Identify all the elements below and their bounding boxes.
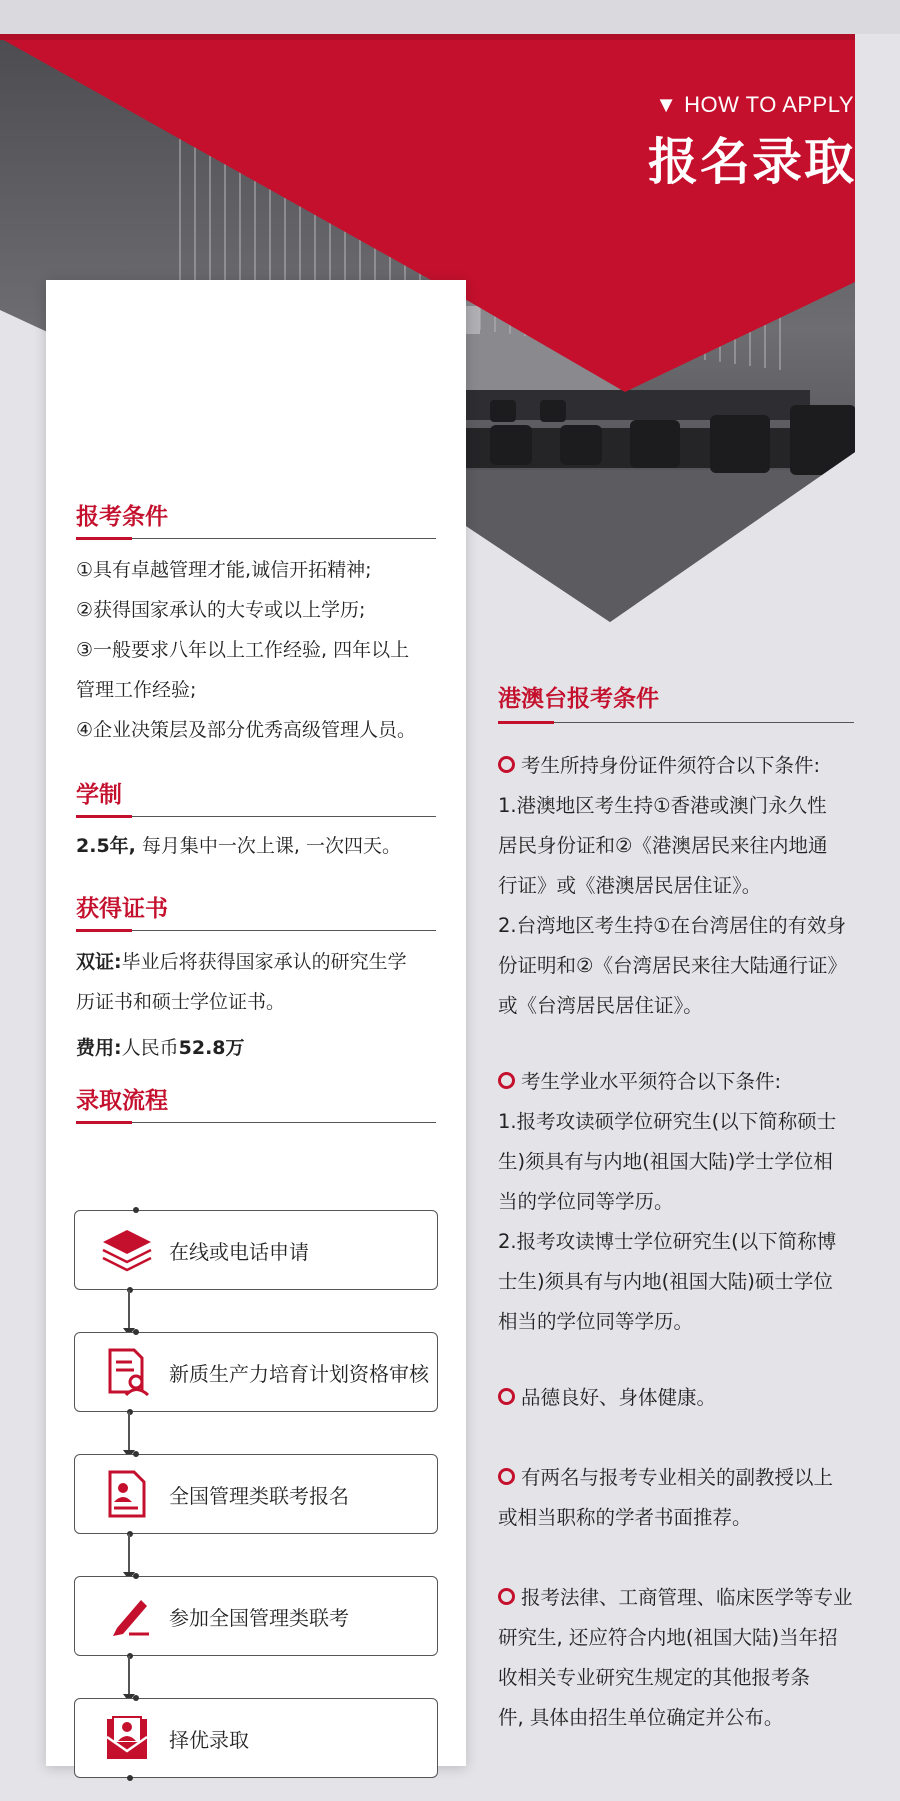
step-label: 新质生产力培育计划资格审核 [169, 1361, 429, 1386]
requirements-title: 报考条件 [76, 498, 436, 539]
certificate-title: 获得证书 [76, 890, 436, 931]
hmt-block-recommend [498, 1458, 854, 1538]
block-line: 士生)须具有与内地(祖国大陆)硕士学位 [498, 1270, 833, 1293]
block-line: 品德良好、身体健康。 [521, 1386, 717, 1409]
block-line: 1.港澳地区考生持①香港或澳门永久性 [498, 794, 827, 817]
document-person-icon [99, 1348, 155, 1396]
requirement-item: ①具有卓越管理才能,诚信开拓精神; [76, 559, 372, 581]
certificate-text [76, 942, 448, 1068]
requirement-item: ③一般要求八年以上工作经验, 四年以上 [76, 639, 410, 661]
block-line: 生)须具有与内地(祖国大陆)学士学位相 [498, 1150, 833, 1173]
fee-text: 人民币 [121, 1037, 179, 1059]
hmt-block-health [498, 1378, 854, 1418]
block-line: 或《台湾居民居住证》。 [498, 994, 703, 1017]
duration-title: 学制 [76, 776, 436, 817]
duration-desc: 每月集中一次上课, 一次四天。 [135, 835, 402, 857]
block-line: 考生所持身份证件须符合以下条件: [521, 754, 821, 777]
block-line: 有两名与报考专业相关的副教授以上 [521, 1466, 834, 1489]
block-line: 报考法律、工商管理、临床医学等专业 [521, 1586, 853, 1609]
bullet-icon [498, 1388, 515, 1405]
hmt-title: 港澳台报考条件 [498, 680, 854, 723]
bullet-icon [498, 1468, 515, 1485]
process-step [74, 1698, 438, 1778]
left-card [46, 280, 466, 1766]
bullet-icon [498, 1588, 515, 1605]
admission-title: 录取流程 [76, 1082, 436, 1123]
layers-icon [99, 1226, 155, 1274]
step-label: 择优录取 [169, 1727, 249, 1752]
process-step [74, 1454, 438, 1534]
block-line: 相当的学位同等学历。 [498, 1310, 694, 1333]
block-line: 1.报考攻读硕学位研究生(以下简称硕士 [498, 1110, 837, 1133]
bullet-icon [498, 1072, 515, 1089]
process-step [74, 1576, 438, 1656]
fee-label: 费用: [76, 1037, 122, 1059]
requirement-item: 管理工作经验; [76, 679, 197, 701]
process-step [74, 1332, 438, 1412]
certificate-desc: 毕业后将获得国家承认的研究生学 [121, 951, 407, 973]
hmt-block-special [498, 1578, 854, 1738]
header-subtitle: ▼ HOW TO APPLY [655, 92, 854, 117]
block-line: 研究生, 还应符合内地(祖国大陆)当年招 [498, 1626, 838, 1649]
block-line: 或相当职称的学者书面推荐。 [498, 1506, 752, 1529]
block-line: 份证明和②《台湾居民来往大陆通行证》 [498, 954, 847, 977]
block-line: 2.台湾地区考生持①在台湾居住的有效身 [498, 914, 847, 937]
block-line: 当的学位同等学历。 [498, 1190, 674, 1213]
duration-text [76, 826, 448, 866]
flow-arrow [128, 1534, 130, 1574]
hmt-block-id [498, 746, 854, 1026]
flow-arrow [128, 1412, 130, 1452]
fee-value: 52.8万 [178, 1037, 245, 1059]
bullet-icon [498, 756, 515, 773]
block-line: 考生学业水平须符合以下条件: [521, 1070, 782, 1093]
hmt-block-academic [498, 1062, 854, 1342]
block-line: 件, 具体由招生单位确定并公布。 [498, 1706, 784, 1729]
id-form-icon [99, 1470, 155, 1518]
page-title: 报名录取 [648, 133, 856, 191]
step-label: 在线或电话申请 [169, 1239, 309, 1264]
certificate-desc-2: 历证书和硕士学位证书。 [76, 991, 286, 1013]
flow-arrow [128, 1290, 130, 1330]
requirement-item: ②获得国家承认的大专或以上学历; [76, 599, 366, 621]
duration-value: 2.5年, [76, 835, 136, 857]
block-line: 收相关专业研究生规定的其他报考条 [498, 1666, 811, 1689]
certificate-label: 双证: [76, 951, 122, 973]
requirements-list [76, 550, 448, 750]
flow-arrow [128, 1656, 130, 1696]
block-line: 2.报考攻读博士学位研究生(以下简称博 [498, 1230, 837, 1253]
requirement-item: ④企业决策层及部分优秀高级管理人员。 [76, 719, 417, 741]
block-line: 行证》或《港澳居民居住证》。 [498, 874, 762, 897]
step-label: 全国管理类联考报名 [169, 1483, 349, 1508]
process-step [74, 1210, 438, 1290]
block-line: 居民身份证和②《港澳居民来往内地通 [498, 834, 828, 857]
step-label: 参加全国管理类联考 [169, 1605, 349, 1630]
pen-icon [99, 1592, 155, 1640]
envelope-person-icon [99, 1714, 155, 1762]
